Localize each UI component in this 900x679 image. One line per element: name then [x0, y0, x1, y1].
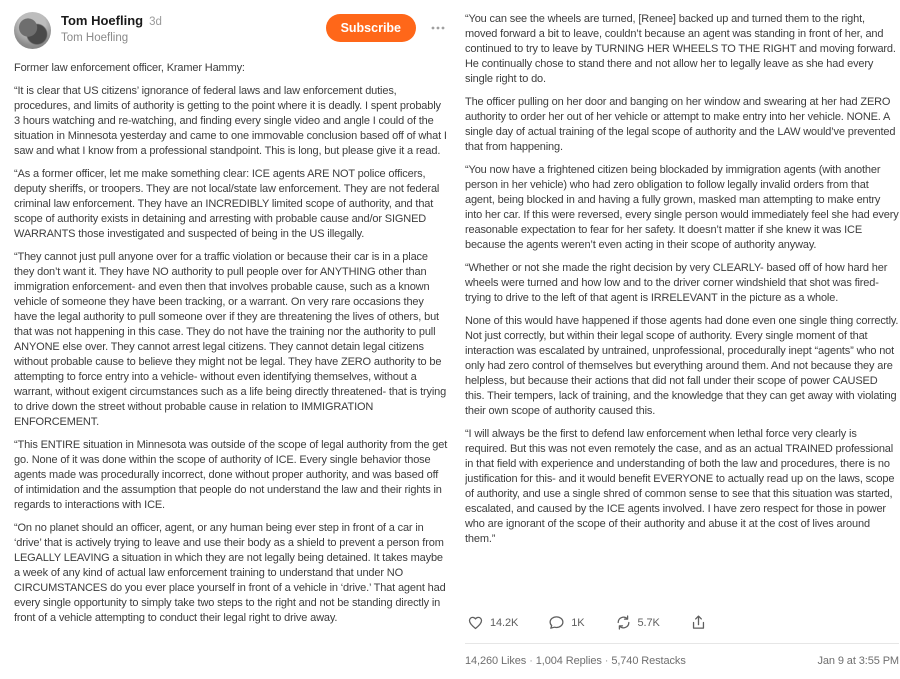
likes-stat[interactable]: 14,260 Likes: [465, 655, 527, 667]
stat-separator: ·: [529, 655, 533, 667]
engagement-stats: [465, 655, 686, 667]
post-paragraph: “On no planet should an officer, agent, or any human being ever step in front of a car in ‘drive’ that is actively trying to leave and use their body as a shield to prevent a person from LEGALLY LEAVING a situation in which they are not legally being detained. It takes maybe a week of any kind of actual law enforcement training to understand that under NO CIRCUMSTANCES do you ever place yourself in front of a vehicle in ‘drive.’ That agent had every single opportunity to simply take two steps to the right and not be standing directly in front of a vehicle attempting to conduct their legal right to drive away.: [14, 522, 446, 624]
post-paragraph: “This ENTIRE situation in Minnesota was outside of the scope of legal authority from the get go. None of it was done within the scope of authority of ICE. Every single behavior those agents made was procedurally incorrect, done without proper authority, and was based off of intimidation and the assumption that people do not understand the law and their rights in regards to interactions with ICE.: [14, 439, 448, 511]
right-column: [465, 12, 899, 671]
more-options-icon: [430, 20, 446, 36]
post-paragraph: “They cannot just pull anyone over for a traffic violation or because their car is in a place they don’t want it. They have NO authority to pull people over for ANYTHING other than immigration enforcement- and even then that involves probable cause, such as a known vehicle of someone they have been tracking, or a warrant. On very rare occasions they have the legal authority to pull someone over if they are threatening the lives of others, but that was not happening in this case. They do not have the training nor the authority to pull ANYONE else over. They cannot arrest legal citizens. They cannot detain legal citizens without probable cause to believe they might not be legal. They have ZERO authority to be attempting to force entry into a vehicle- without even identifying themselves, without a warrant, without exigent circumstances such as a life being directly threatened- that is trying to drive down the street without probable cause in relation to IMMIGRATION ENFORCEMENT.: [14, 251, 447, 428]
post-header: [14, 12, 448, 49]
footer-divider: [465, 643, 899, 644]
post-intro: Former law enforcement officer, Kramer Hammy:: [14, 62, 245, 74]
header-actions: [326, 12, 448, 42]
restack-icon: [615, 614, 632, 631]
author-name[interactable]: Tom Hoefling: [61, 13, 144, 28]
restack-button[interactable]: [615, 614, 660, 631]
post-age: 3d: [149, 16, 162, 28]
stats-row: [465, 655, 899, 671]
like-button[interactable]: [467, 614, 518, 631]
stat-separator: ·: [604, 655, 609, 667]
post-paragraph: “I will always be the first to defend law enforcement when lethal force very clearly is required. But this was not even remotely the case, and as an actual TRAINED professional in that field with experience and understanding of both the law and procedures, there is no justification for this- and it would benefit EVERYONE to actually read up on the laws, scope of authority, and use a single shred of common sense to see that this situation was started, escalated, and caused by the ICE agents involved. I have zero respect for those in power who are ignorant of the scope of their authority and abuse it at the cost of lives around them.”: [465, 428, 895, 545]
post-body-left: [14, 61, 448, 626]
author-subtitle: Tom Hoefling: [61, 31, 129, 44]
post-paragraph: “You can see the wheels are turned, [Renee] backed up and turned them to the right, moved forward a bit to leave, couldn’t because an agent was standing in front of her, and continued to try to leave by TURNING HER WHEELS TO THE RIGHT and moving forward. He continually chose to stand there and not allow her to legally leave as she had every single right to do.: [465, 13, 896, 85]
comment-icon: [548, 614, 565, 631]
restacks-stat[interactable]: 5,740 Restacks: [611, 655, 686, 667]
post-date: Jan 9 at 3:55 PM: [817, 655, 899, 667]
action-bar: [465, 612, 899, 643]
subscribe-button[interactable]: Subscribe: [326, 14, 416, 42]
post-footer: [465, 604, 899, 671]
post-paragraph: “You now have a frightened citizen being blockaded by immigration agents (with another person in her vehicle) who had zero obligation to follow legally invalid orders from that agent, being blocked in and having a fully grown, masked man attempting to make entry into her car. If this were reversed, every single person would immediately feel she had every reasonable expectation to fear for her safety. It doesn’t matter if she knew it was ICE because the agents weren’t even acting in their scope of authority anyway.: [465, 164, 899, 251]
post-paragraph: “It is clear that US citizens’ ignorance of federal laws and law enforcement duties, procedures, and limits of authority is getting to the point where it is deadly. I spent probably 3 hours watching and re-watching, and finding every single video and angle I could of the situation in Minnesota yesterday and came to one immovable conclusion based off of what I saw and what I know from a professional standpoint. This is long, but please give it a read.: [14, 85, 447, 157]
more-options-button[interactable]: [428, 18, 448, 38]
heart-icon: [467, 614, 484, 631]
reply-button[interactable]: [548, 614, 584, 631]
like-count: 14.2K: [490, 616, 519, 629]
restack-count: 5.7K: [637, 616, 660, 629]
post-paragraph: The officer pulling on her door and banging on her window and swearing at her had ZERO authority to order her out of her vehicle or attempt to make entry into her vehicle. NONE. A single day of actual training of the legal scope of authority and the LAW would’ve prevented that from happening.: [465, 96, 896, 153]
replies-stat[interactable]: 1,004 Replies: [535, 655, 602, 667]
post-paragraph: “Whether or not she made the right decision by very CLEARLY- based off of how hard her wheels were turned and how low and to the driver corner windshield that shot was fired- trying to drive to the left of that agent is IRRELEVANT in the picture as a whole.: [465, 262, 888, 304]
author-avatar[interactable]: [14, 12, 51, 49]
share-icon: [690, 614, 707, 631]
author-names: [61, 12, 162, 46]
post-paragraph: None of this would have happened if those agents had done even one single thing correctly. Not just correctly, but within their legal scope of authority. Every single moment of that interaction was escalated by untrained, unprofessional, procedurally inept “agents” who not only had zero control of themselves but everything around them. And not because they are helpless, but because their actions that did not fall under their scope of power CAUSED this. Their tempers, lack of training, and the knowledge that they can get away with violating their own scope of authority caused this.: [465, 315, 899, 417]
post-body-right: [465, 12, 899, 547]
share-button[interactable]: [690, 614, 707, 631]
reply-count: 1K: [571, 616, 585, 629]
left-column: [14, 12, 448, 671]
post-paragraph: “As a former officer, let me make something clear: ICE agents ARE NOT police officers, deputy sheriffs, or troopers. They are not local/state law enforcement. They are not federal criminal law enforcement. They have an INCREDIBLY limited scope of authority, and that scope of authority exists in detaining and arresting with probable cause and/or SIGNED WARRANTS those investigated and suspected of being in the US illegally.: [14, 168, 440, 240]
